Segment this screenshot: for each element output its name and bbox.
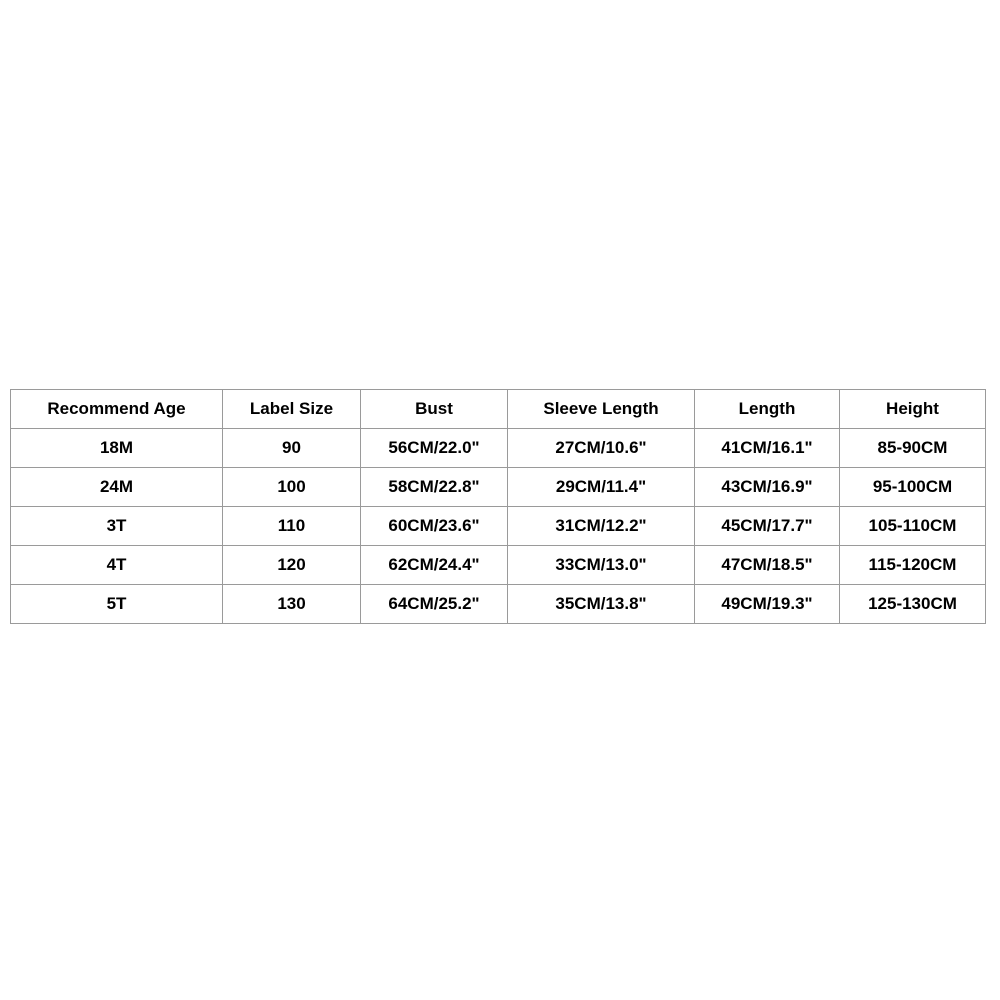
table-row xyxy=(11,468,986,507)
cell-label-size: 110 xyxy=(223,507,361,546)
cell-sleeve-length: 35CM/13.8" xyxy=(508,585,695,624)
cell-sleeve-length: 31CM/12.2" xyxy=(508,507,695,546)
header-sleeve-length: Sleeve Length xyxy=(508,390,695,429)
cell-label-size: 90 xyxy=(223,429,361,468)
header-bust: Bust xyxy=(361,390,508,429)
cell-label-size: 120 xyxy=(223,546,361,585)
cell-height: 85-90CM xyxy=(840,429,986,468)
cell-height: 125-130CM xyxy=(840,585,986,624)
cell-height: 115-120CM xyxy=(840,546,986,585)
cell-length: 49CM/19.3" xyxy=(695,585,840,624)
cell-bust: 62CM/24.4" xyxy=(361,546,508,585)
header-length: Length xyxy=(695,390,840,429)
cell-length: 43CM/16.9" xyxy=(695,468,840,507)
size-chart-table xyxy=(10,389,986,624)
cell-sleeve-length: 27CM/10.6" xyxy=(508,429,695,468)
cell-recommend-age: 4T xyxy=(11,546,223,585)
cell-height: 95-100CM xyxy=(840,468,986,507)
cell-bust: 60CM/23.6" xyxy=(361,507,508,546)
table-row xyxy=(11,546,986,585)
cell-bust: 64CM/25.2" xyxy=(361,585,508,624)
cell-label-size: 100 xyxy=(223,468,361,507)
table-row xyxy=(11,429,986,468)
cell-recommend-age: 5T xyxy=(11,585,223,624)
cell-sleeve-length: 33CM/13.0" xyxy=(508,546,695,585)
table-row xyxy=(11,585,986,624)
cell-length: 45CM/17.7" xyxy=(695,507,840,546)
header-recommend-age: Recommend Age xyxy=(11,390,223,429)
cell-label-size: 130 xyxy=(223,585,361,624)
cell-recommend-age: 18M xyxy=(11,429,223,468)
header-height: Height xyxy=(840,390,986,429)
header-label-size: Label Size xyxy=(223,390,361,429)
cell-bust: 56CM/22.0" xyxy=(361,429,508,468)
cell-height: 105-110CM xyxy=(840,507,986,546)
cell-recommend-age: 24M xyxy=(11,468,223,507)
cell-sleeve-length: 29CM/11.4" xyxy=(508,468,695,507)
cell-length: 47CM/18.5" xyxy=(695,546,840,585)
cell-bust: 58CM/22.8" xyxy=(361,468,508,507)
table-row xyxy=(11,507,986,546)
cell-recommend-age: 3T xyxy=(11,507,223,546)
table-header-row xyxy=(11,390,986,429)
cell-length: 41CM/16.1" xyxy=(695,429,840,468)
